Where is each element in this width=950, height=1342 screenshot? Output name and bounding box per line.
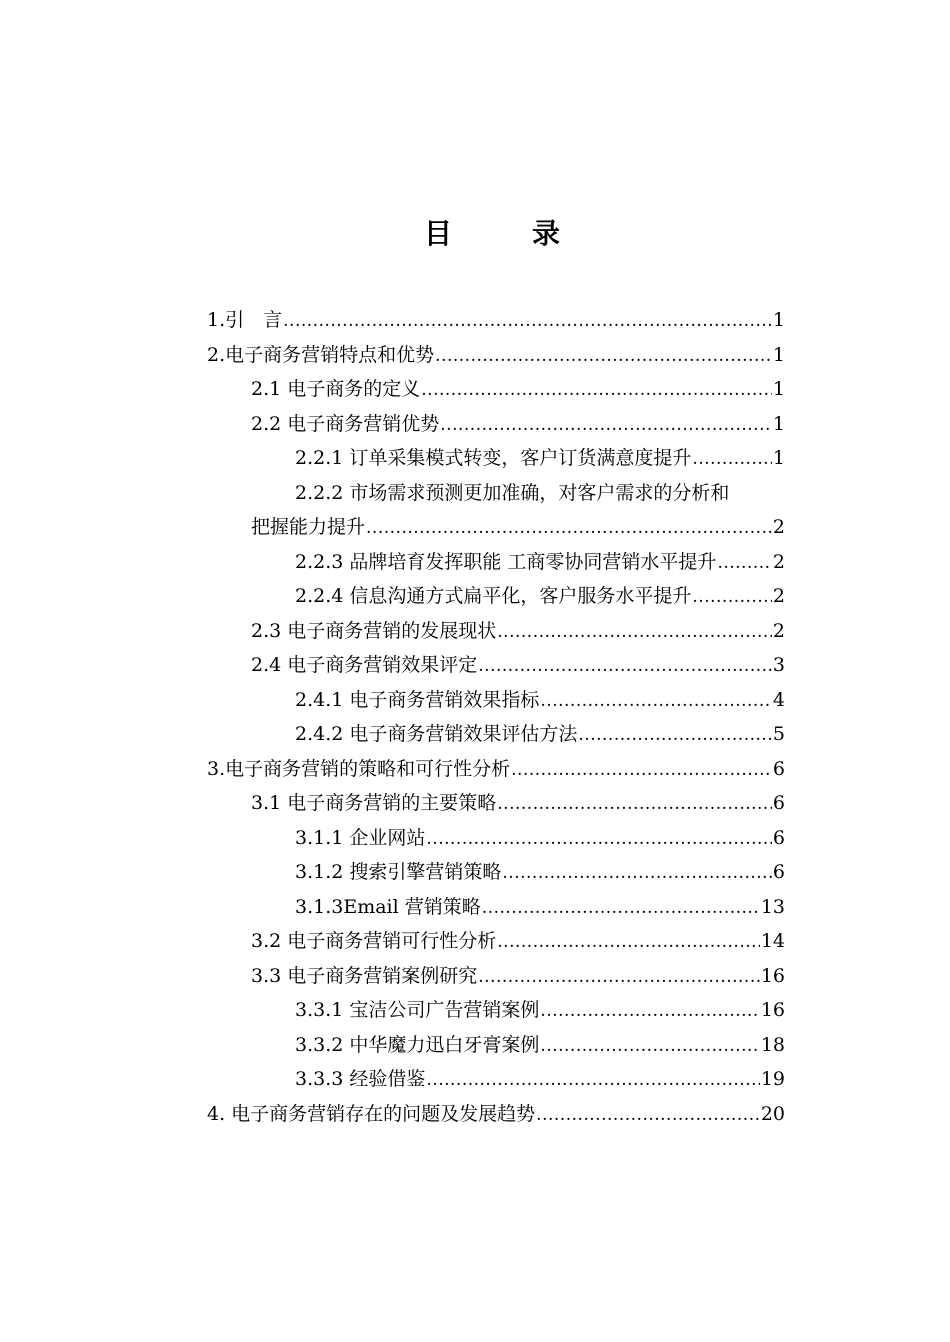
toc-entry[interactable] bbox=[207, 1097, 785, 1132]
toc-entry-page: 16 bbox=[760, 999, 785, 1021]
toc-leader-dots bbox=[497, 925, 760, 960]
toc-entry-text: 2.2.3 品牌培育发挥职能 工商零协同营销水平提升 bbox=[295, 550, 717, 573]
toc-title: 目 录 bbox=[423, 217, 586, 250]
toc-entry-page: 6 bbox=[772, 826, 785, 849]
toc-entry-text: 2.4.2 电子商务营销效果评估方法 bbox=[295, 723, 578, 745]
toc-entry-text: 2.2.4 信息沟通方式扁平化，客户服务水平提升 bbox=[295, 585, 692, 607]
toc-entry-page: 14 bbox=[760, 930, 785, 952]
toc-entry-text: 2.1 电子商务的定义 bbox=[251, 378, 421, 400]
toc-entry-page: 1 bbox=[772, 412, 785, 435]
toc-entry-page: 1 bbox=[772, 447, 785, 469]
toc-entry[interactable] bbox=[207, 614, 785, 649]
toc-entry-text: 2.4 电子商务营销效果评定 bbox=[251, 654, 478, 676]
toc-entry-text: 3.2 电子商务营销可行性分析 bbox=[251, 930, 497, 952]
toc-entry[interactable] bbox=[207, 786, 785, 821]
toc-entry[interactable] bbox=[207, 924, 785, 959]
toc-leader-dots bbox=[421, 373, 772, 408]
toc-entry-text: 1.引 言 bbox=[207, 309, 283, 331]
toc-entry-page: 2 bbox=[772, 619, 785, 642]
toc-leader-dots bbox=[478, 960, 760, 995]
toc-entry[interactable] bbox=[207, 338, 785, 373]
toc-entry-text: 4. 电子商务营销存在的问题及发展趋势 bbox=[207, 1102, 536, 1125]
toc-entry[interactable] bbox=[207, 476, 785, 511]
toc-entry-text: 2.2.2 市场需求预测更加准确，对客户需求的分析和 bbox=[295, 481, 730, 504]
toc-leader-dots bbox=[692, 442, 772, 477]
toc-entry-text: 2.3 电子商务营销的发展现状 bbox=[251, 619, 497, 642]
toc-leader-dots bbox=[540, 684, 772, 719]
toc-entry-text: 3.3.3 经验借鉴 bbox=[295, 1068, 426, 1090]
toc-leader-dots bbox=[366, 511, 772, 546]
toc-leader-dots bbox=[440, 408, 772, 443]
toc-leader-dots bbox=[502, 856, 772, 891]
toc-entry[interactable] bbox=[207, 407, 785, 442]
toc-entry-page: 1 bbox=[772, 309, 785, 331]
toc-entry-text: 把握能力提升 bbox=[251, 516, 366, 538]
toc-entry-text: 3.1 电子商务营销的主要策略 bbox=[251, 792, 497, 814]
toc-leader-dots bbox=[435, 339, 772, 374]
toc-entry[interactable] bbox=[207, 1028, 785, 1063]
toc-entry[interactable] bbox=[207, 648, 785, 683]
toc-entry-page: 13 bbox=[760, 895, 785, 918]
toc-entry[interactable] bbox=[207, 441, 785, 476]
toc-entry[interactable] bbox=[207, 959, 785, 994]
toc-entry-page: 5 bbox=[772, 723, 785, 745]
toc-entry-text: 3.3.2 中华魔力迅白牙膏案例 bbox=[295, 1033, 540, 1056]
toc-entry-text: 3.1.1 企业网站 bbox=[295, 826, 426, 849]
toc-entry-page: 2 bbox=[772, 585, 785, 607]
toc-entry-text: 2.电子商务营销特点和优势 bbox=[207, 343, 435, 366]
toc-entry-page: 19 bbox=[760, 1068, 785, 1090]
toc-entry-text: 2.2 电子商务营销优势 bbox=[251, 412, 440, 435]
toc-entry-page: 1 bbox=[772, 343, 785, 366]
toc-entry-page: 6 bbox=[772, 861, 785, 883]
toc-entry[interactable] bbox=[207, 890, 785, 925]
toc-leader-dots bbox=[482, 891, 760, 926]
toc-entry-text: 2.4.1 电子商务营销效果指标 bbox=[295, 688, 540, 711]
toc-entry-text: 3.3 电子商务营销案例研究 bbox=[251, 964, 478, 987]
toc-entry-page: 20 bbox=[760, 1102, 785, 1125]
toc-entry[interactable] bbox=[207, 1062, 785, 1097]
toc-entry-page: 2 bbox=[772, 550, 785, 573]
toc-entry[interactable] bbox=[207, 752, 785, 787]
toc-entry[interactable] bbox=[207, 993, 785, 1028]
toc-leader-dots bbox=[692, 580, 772, 615]
toc-entry[interactable] bbox=[207, 579, 785, 614]
toc-entry-continued[interactable] bbox=[207, 510, 785, 545]
toc-entry-text: 3.3.1 宝洁公司广告营销案例 bbox=[295, 999, 540, 1021]
toc-entry-page: 6 bbox=[772, 757, 785, 780]
toc-entry[interactable] bbox=[207, 683, 785, 718]
toc-leader-dots bbox=[536, 1098, 760, 1133]
table-of-contents bbox=[207, 303, 785, 1131]
toc-entry-text: 3.1.2 搜索引擎营销策略 bbox=[295, 861, 502, 883]
toc-entry[interactable] bbox=[207, 372, 785, 407]
toc-entry-text: 2.2.1 订单采集模式转变，客户订货满意度提升 bbox=[295, 447, 692, 469]
toc-leader-dots bbox=[540, 994, 759, 1029]
toc-entry-page: 2 bbox=[772, 516, 785, 538]
toc-leader-dots bbox=[426, 822, 772, 857]
toc-entry[interactable] bbox=[207, 821, 785, 856]
toc-leader-dots bbox=[578, 718, 772, 753]
toc-entry[interactable] bbox=[207, 855, 785, 890]
toc-leader-dots bbox=[717, 546, 771, 581]
toc-leader-dots bbox=[497, 615, 772, 650]
toc-leader-dots bbox=[478, 649, 772, 684]
toc-leader-dots bbox=[540, 1029, 759, 1064]
toc-entry-page: 6 bbox=[772, 792, 785, 814]
toc-entry-page: 3 bbox=[772, 654, 785, 676]
toc-entry[interactable] bbox=[207, 717, 785, 752]
toc-leader-dots bbox=[426, 1063, 759, 1098]
toc-entry-page: 16 bbox=[760, 964, 785, 987]
toc-entry-text: 3.1.3Email 营销策略 bbox=[295, 895, 481, 918]
toc-entry-page: 18 bbox=[760, 1033, 785, 1056]
toc-entry-page: 1 bbox=[772, 378, 785, 400]
toc-entry-text: 3.电子商务营销的策略和可行性分析 bbox=[207, 757, 511, 780]
toc-entry-page: 4 bbox=[772, 688, 785, 711]
toc-leader-dots bbox=[497, 787, 772, 822]
toc-entry[interactable] bbox=[207, 545, 785, 580]
toc-leader-dots bbox=[511, 753, 772, 788]
toc-entry[interactable] bbox=[207, 303, 785, 338]
toc-leader-dots bbox=[283, 304, 772, 339]
